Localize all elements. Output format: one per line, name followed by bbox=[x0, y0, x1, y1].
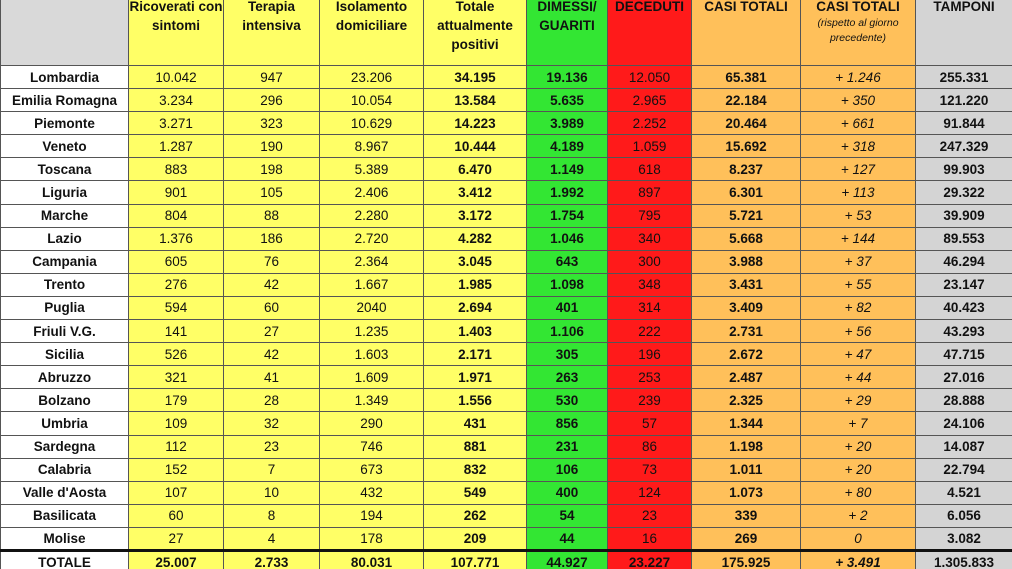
table-row bbox=[1, 273, 1012, 296]
cell-tamponi: 43.293 bbox=[916, 320, 1012, 343]
cell-ricoverati: 321 bbox=[129, 366, 224, 389]
table-row bbox=[1, 135, 1012, 158]
cell-deceduti: 795 bbox=[608, 204, 692, 227]
cell-variazione: + 127 bbox=[801, 158, 916, 181]
cell-positivi: 209 bbox=[424, 527, 527, 550]
cell-guariti: 1.754 bbox=[527, 204, 608, 227]
cell-isolamento: 2.406 bbox=[320, 181, 424, 204]
cell-tamponi: 46.294 bbox=[916, 250, 1012, 273]
cell-isolamento: 194 bbox=[320, 504, 424, 527]
cell-positivi: 10.444 bbox=[424, 135, 527, 158]
cell-variazione: + 144 bbox=[801, 227, 916, 250]
cell-deceduti: 86 bbox=[608, 435, 692, 458]
cell-terapia: 32 bbox=[224, 412, 320, 435]
header-terapia: Terapia intensiva bbox=[224, 0, 320, 66]
cell-terapia: 2.733 bbox=[224, 550, 320, 569]
cell-casi: 65.381 bbox=[692, 66, 801, 89]
cell-variazione: + 7 bbox=[801, 412, 916, 435]
cell-region: Sicilia bbox=[1, 343, 129, 366]
cell-positivi: 2.171 bbox=[424, 343, 527, 366]
cell-tamponi: 27.016 bbox=[916, 366, 1012, 389]
cell-casi: 1.011 bbox=[692, 458, 801, 481]
cell-terapia: 88 bbox=[224, 204, 320, 227]
cell-guariti: 401 bbox=[527, 296, 608, 319]
table-row bbox=[1, 227, 1012, 250]
header-deceduti: DECEDUTI bbox=[608, 0, 692, 66]
table-row bbox=[1, 389, 1012, 412]
cell-tamponi: 14.087 bbox=[916, 435, 1012, 458]
cell-terapia: 296 bbox=[224, 89, 320, 112]
cell-deceduti: 23 bbox=[608, 504, 692, 527]
cell-ricoverati: 10.042 bbox=[129, 66, 224, 89]
cell-tamponi: 89.553 bbox=[916, 227, 1012, 250]
cell-ricoverati: 804 bbox=[129, 204, 224, 227]
cell-casi: 3.988 bbox=[692, 250, 801, 273]
cell-region: Abruzzo bbox=[1, 366, 129, 389]
cell-region: Basilicata bbox=[1, 504, 129, 527]
cell-region: Lombardia bbox=[1, 66, 129, 89]
cell-positivi: 3.045 bbox=[424, 250, 527, 273]
header-casi: CASI TOTALI bbox=[692, 0, 801, 66]
cell-positivi: 881 bbox=[424, 435, 527, 458]
cell-guariti: 643 bbox=[527, 250, 608, 273]
table-row bbox=[1, 320, 1012, 343]
cell-isolamento: 746 bbox=[320, 435, 424, 458]
header-isolamento: Isolamento domiciliare bbox=[320, 0, 424, 66]
cell-positivi: 3.172 bbox=[424, 204, 527, 227]
cell-guariti: 106 bbox=[527, 458, 608, 481]
cell-guariti: 5.635 bbox=[527, 89, 608, 112]
cell-isolamento: 80.031 bbox=[320, 550, 424, 569]
cell-casi: 8.237 bbox=[692, 158, 801, 181]
cell-ricoverati: 152 bbox=[129, 458, 224, 481]
cell-terapia: 23 bbox=[224, 435, 320, 458]
cell-positivi: 3.412 bbox=[424, 181, 527, 204]
cell-terapia: 76 bbox=[224, 250, 320, 273]
cell-variazione: + 56 bbox=[801, 320, 916, 343]
cell-tamponi: 23.147 bbox=[916, 273, 1012, 296]
cell-variazione: + 37 bbox=[801, 250, 916, 273]
cell-casi: 1.198 bbox=[692, 435, 801, 458]
cell-variazione: + 47 bbox=[801, 343, 916, 366]
cell-terapia: 10 bbox=[224, 481, 320, 504]
cell-terapia: 105 bbox=[224, 181, 320, 204]
cell-guariti: 400 bbox=[527, 481, 608, 504]
cell-ricoverati: 112 bbox=[129, 435, 224, 458]
cell-variazione: + 318 bbox=[801, 135, 916, 158]
cell-variazione: + 661 bbox=[801, 112, 916, 135]
cell-ricoverati: 141 bbox=[129, 320, 224, 343]
cell-deceduti: 253 bbox=[608, 366, 692, 389]
cell-isolamento: 1.235 bbox=[320, 320, 424, 343]
cell-guariti: 1.046 bbox=[527, 227, 608, 250]
cell-isolamento: 2.280 bbox=[320, 204, 424, 227]
region-header-cell bbox=[1, 0, 129, 66]
cell-terapia: 186 bbox=[224, 227, 320, 250]
cell-casi: 175.925 bbox=[692, 550, 801, 569]
cell-positivi: 4.282 bbox=[424, 227, 527, 250]
header-variazione: CASI TOTALI (rispetto al giorno precedente) bbox=[801, 0, 916, 66]
table-row bbox=[1, 181, 1012, 204]
cell-deceduti: 57 bbox=[608, 412, 692, 435]
cell-deceduti: 23.227 bbox=[608, 550, 692, 569]
cell-region: Puglia bbox=[1, 296, 129, 319]
cell-guariti: 54 bbox=[527, 504, 608, 527]
cell-deceduti: 239 bbox=[608, 389, 692, 412]
cell-casi: 2.487 bbox=[692, 366, 801, 389]
cell-isolamento: 1.609 bbox=[320, 366, 424, 389]
cell-tamponi: 4.521 bbox=[916, 481, 1012, 504]
cell-region: Liguria bbox=[1, 181, 129, 204]
cell-region: Sardegna bbox=[1, 435, 129, 458]
table-row bbox=[1, 504, 1012, 527]
cell-terapia: 198 bbox=[224, 158, 320, 181]
cell-ricoverati: 179 bbox=[129, 389, 224, 412]
cell-tamponi: 1.305.833 bbox=[916, 550, 1012, 569]
cell-guariti: 231 bbox=[527, 435, 608, 458]
cell-region: Friuli V.G. bbox=[1, 320, 129, 343]
cell-region: Molise bbox=[1, 527, 129, 550]
header-positivi: Totale attualmente positivi bbox=[424, 0, 527, 66]
cell-region: Calabria bbox=[1, 458, 129, 481]
cell-variazione: + 20 bbox=[801, 435, 916, 458]
cell-variazione: + 53 bbox=[801, 204, 916, 227]
cell-positivi: 262 bbox=[424, 504, 527, 527]
cell-variazione: + 2 bbox=[801, 504, 916, 527]
cell-tamponi: 28.888 bbox=[916, 389, 1012, 412]
cell-region: Marche bbox=[1, 204, 129, 227]
cell-isolamento: 290 bbox=[320, 412, 424, 435]
cell-deceduti: 2.965 bbox=[608, 89, 692, 112]
cell-casi: 5.668 bbox=[692, 227, 801, 250]
cell-tamponi: 40.423 bbox=[916, 296, 1012, 319]
cell-casi: 20.464 bbox=[692, 112, 801, 135]
cell-ricoverati: 526 bbox=[129, 343, 224, 366]
cell-region: Bolzano bbox=[1, 389, 129, 412]
cell-isolamento: 432 bbox=[320, 481, 424, 504]
cell-deceduti: 2.252 bbox=[608, 112, 692, 135]
cell-terapia: 41 bbox=[224, 366, 320, 389]
cell-variazione: + 20 bbox=[801, 458, 916, 481]
cell-ricoverati: 107 bbox=[129, 481, 224, 504]
cell-region: Toscana bbox=[1, 158, 129, 181]
cell-casi: 2.731 bbox=[692, 320, 801, 343]
cell-variazione: 0 bbox=[801, 527, 916, 550]
cell-guariti: 19.136 bbox=[527, 66, 608, 89]
cell-region: TOTALE bbox=[1, 550, 129, 569]
cell-variazione: + 44 bbox=[801, 366, 916, 389]
cell-deceduti: 196 bbox=[608, 343, 692, 366]
cell-isolamento: 1.667 bbox=[320, 273, 424, 296]
cell-variazione: + 113 bbox=[801, 181, 916, 204]
cell-deceduti: 16 bbox=[608, 527, 692, 550]
cell-casi: 3.409 bbox=[692, 296, 801, 319]
cell-region: Umbria bbox=[1, 412, 129, 435]
cell-guariti: 1.098 bbox=[527, 273, 608, 296]
cell-tamponi: 24.106 bbox=[916, 412, 1012, 435]
cell-tamponi: 29.322 bbox=[916, 181, 1012, 204]
cell-terapia: 28 bbox=[224, 389, 320, 412]
cell-positivi: 6.470 bbox=[424, 158, 527, 181]
header-ricoverati: Ricoverati con sintomi bbox=[129, 0, 224, 66]
cell-tamponi: 39.909 bbox=[916, 204, 1012, 227]
cell-region: Valle d'Aosta bbox=[1, 481, 129, 504]
cell-guariti: 305 bbox=[527, 343, 608, 366]
cell-variazione: + 350 bbox=[801, 89, 916, 112]
table-row bbox=[1, 412, 1012, 435]
header-row bbox=[1, 0, 1012, 66]
cell-deceduti: 348 bbox=[608, 273, 692, 296]
cell-tamponi: 121.220 bbox=[916, 89, 1012, 112]
cell-ricoverati: 1.376 bbox=[129, 227, 224, 250]
cell-guariti: 1.992 bbox=[527, 181, 608, 204]
cell-isolamento: 1.349 bbox=[320, 389, 424, 412]
cell-casi: 3.431 bbox=[692, 273, 801, 296]
cell-region: Campania bbox=[1, 250, 129, 273]
cell-variazione: + 1.246 bbox=[801, 66, 916, 89]
cell-deceduti: 1.059 bbox=[608, 135, 692, 158]
cell-terapia: 4 bbox=[224, 527, 320, 550]
header-variazione-sublabel: (rispetto al giorno precedente) bbox=[817, 17, 899, 44]
cell-terapia: 8 bbox=[224, 504, 320, 527]
cell-ricoverati: 3.271 bbox=[129, 112, 224, 135]
cell-variazione: + 55 bbox=[801, 273, 916, 296]
cell-variazione: + 29 bbox=[801, 389, 916, 412]
cell-positivi: 13.584 bbox=[424, 89, 527, 112]
cell-casi: 1.073 bbox=[692, 481, 801, 504]
cell-positivi: 832 bbox=[424, 458, 527, 481]
cell-terapia: 323 bbox=[224, 112, 320, 135]
cell-variazione: + 3.491 bbox=[801, 550, 916, 569]
cell-casi: 15.692 bbox=[692, 135, 801, 158]
cell-casi: 2.672 bbox=[692, 343, 801, 366]
cell-ricoverati: 3.234 bbox=[129, 89, 224, 112]
cell-tamponi: 6.056 bbox=[916, 504, 1012, 527]
cell-positivi: 2.694 bbox=[424, 296, 527, 319]
cell-isolamento: 10.054 bbox=[320, 89, 424, 112]
cell-region: Trento bbox=[1, 273, 129, 296]
cell-deceduti: 340 bbox=[608, 227, 692, 250]
cell-ricoverati: 883 bbox=[129, 158, 224, 181]
cell-isolamento: 2040 bbox=[320, 296, 424, 319]
cell-positivi: 431 bbox=[424, 412, 527, 435]
cell-isolamento: 8.967 bbox=[320, 135, 424, 158]
cell-ricoverati: 25.007 bbox=[129, 550, 224, 569]
cell-guariti: 44.927 bbox=[527, 550, 608, 569]
cell-tamponi: 91.844 bbox=[916, 112, 1012, 135]
total-row bbox=[1, 550, 1012, 569]
cell-deceduti: 124 bbox=[608, 481, 692, 504]
cell-guariti: 3.989 bbox=[527, 112, 608, 135]
cell-casi: 6.301 bbox=[692, 181, 801, 204]
cell-isolamento: 673 bbox=[320, 458, 424, 481]
cell-guariti: 4.189 bbox=[527, 135, 608, 158]
cell-isolamento: 2.364 bbox=[320, 250, 424, 273]
cell-casi: 269 bbox=[692, 527, 801, 550]
cell-variazione: + 80 bbox=[801, 481, 916, 504]
cell-positivi: 1.403 bbox=[424, 320, 527, 343]
cell-terapia: 947 bbox=[224, 66, 320, 89]
cell-ricoverati: 1.287 bbox=[129, 135, 224, 158]
cell-positivi: 1.985 bbox=[424, 273, 527, 296]
table-row bbox=[1, 527, 1012, 550]
table-row bbox=[1, 343, 1012, 366]
cell-tamponi: 255.331 bbox=[916, 66, 1012, 89]
cell-deceduti: 897 bbox=[608, 181, 692, 204]
cell-guariti: 1.149 bbox=[527, 158, 608, 181]
cell-ricoverati: 594 bbox=[129, 296, 224, 319]
cell-region: Lazio bbox=[1, 227, 129, 250]
cell-casi: 2.325 bbox=[692, 389, 801, 412]
table-row bbox=[1, 250, 1012, 273]
table-row bbox=[1, 435, 1012, 458]
cell-guariti: 263 bbox=[527, 366, 608, 389]
cell-tamponi: 22.794 bbox=[916, 458, 1012, 481]
cell-ricoverati: 276 bbox=[129, 273, 224, 296]
cell-positivi: 14.223 bbox=[424, 112, 527, 135]
cell-ricoverati: 27 bbox=[129, 527, 224, 550]
cell-tamponi: 247.329 bbox=[916, 135, 1012, 158]
cell-guariti: 530 bbox=[527, 389, 608, 412]
cell-region: Piemonte bbox=[1, 112, 129, 135]
cell-region: Emilia Romagna bbox=[1, 89, 129, 112]
cell-deceduti: 73 bbox=[608, 458, 692, 481]
cell-isolamento: 23.206 bbox=[320, 66, 424, 89]
cell-terapia: 190 bbox=[224, 135, 320, 158]
cell-guariti: 44 bbox=[527, 527, 608, 550]
cell-variazione: + 82 bbox=[801, 296, 916, 319]
cell-tamponi: 3.082 bbox=[916, 527, 1012, 550]
cell-terapia: 27 bbox=[224, 320, 320, 343]
table-row bbox=[1, 158, 1012, 181]
table-body bbox=[1, 66, 1012, 569]
cell-guariti: 856 bbox=[527, 412, 608, 435]
table-row bbox=[1, 112, 1012, 135]
cell-ricoverati: 60 bbox=[129, 504, 224, 527]
cell-positivi: 1.971 bbox=[424, 366, 527, 389]
cell-casi: 5.721 bbox=[692, 204, 801, 227]
cell-terapia: 42 bbox=[224, 343, 320, 366]
cell-region: Veneto bbox=[1, 135, 129, 158]
cell-terapia: 7 bbox=[224, 458, 320, 481]
cell-deceduti: 314 bbox=[608, 296, 692, 319]
cell-isolamento: 10.629 bbox=[320, 112, 424, 135]
cell-tamponi: 47.715 bbox=[916, 343, 1012, 366]
cell-terapia: 60 bbox=[224, 296, 320, 319]
table-row bbox=[1, 481, 1012, 504]
cell-isolamento: 2.720 bbox=[320, 227, 424, 250]
table-row bbox=[1, 296, 1012, 319]
cell-isolamento: 5.389 bbox=[320, 158, 424, 181]
cell-deceduti: 222 bbox=[608, 320, 692, 343]
cell-deceduti: 12.050 bbox=[608, 66, 692, 89]
cell-positivi: 34.195 bbox=[424, 66, 527, 89]
cell-terapia: 42 bbox=[224, 273, 320, 296]
cell-ricoverati: 109 bbox=[129, 412, 224, 435]
table-row bbox=[1, 204, 1012, 227]
cell-deceduti: 618 bbox=[608, 158, 692, 181]
table-row bbox=[1, 458, 1012, 481]
cell-isolamento: 1.603 bbox=[320, 343, 424, 366]
table-row bbox=[1, 366, 1012, 389]
cell-positivi: 549 bbox=[424, 481, 527, 504]
header-guariti: DIMESSI/ GUARITI bbox=[527, 0, 608, 66]
cell-deceduti: 300 bbox=[608, 250, 692, 273]
cell-ricoverati: 901 bbox=[129, 181, 224, 204]
cell-ricoverati: 605 bbox=[129, 250, 224, 273]
cell-casi: 1.344 bbox=[692, 412, 801, 435]
cell-isolamento: 178 bbox=[320, 527, 424, 550]
cell-casi: 22.184 bbox=[692, 89, 801, 112]
cell-casi: 339 bbox=[692, 504, 801, 527]
table-row bbox=[1, 89, 1012, 112]
cell-tamponi: 99.903 bbox=[916, 158, 1012, 181]
table-row bbox=[1, 66, 1012, 89]
cell-positivi: 1.556 bbox=[424, 389, 527, 412]
header-tamponi: TAMPONI bbox=[916, 0, 1012, 66]
cell-positivi: 107.771 bbox=[424, 550, 527, 569]
cell-guariti: 1.106 bbox=[527, 320, 608, 343]
